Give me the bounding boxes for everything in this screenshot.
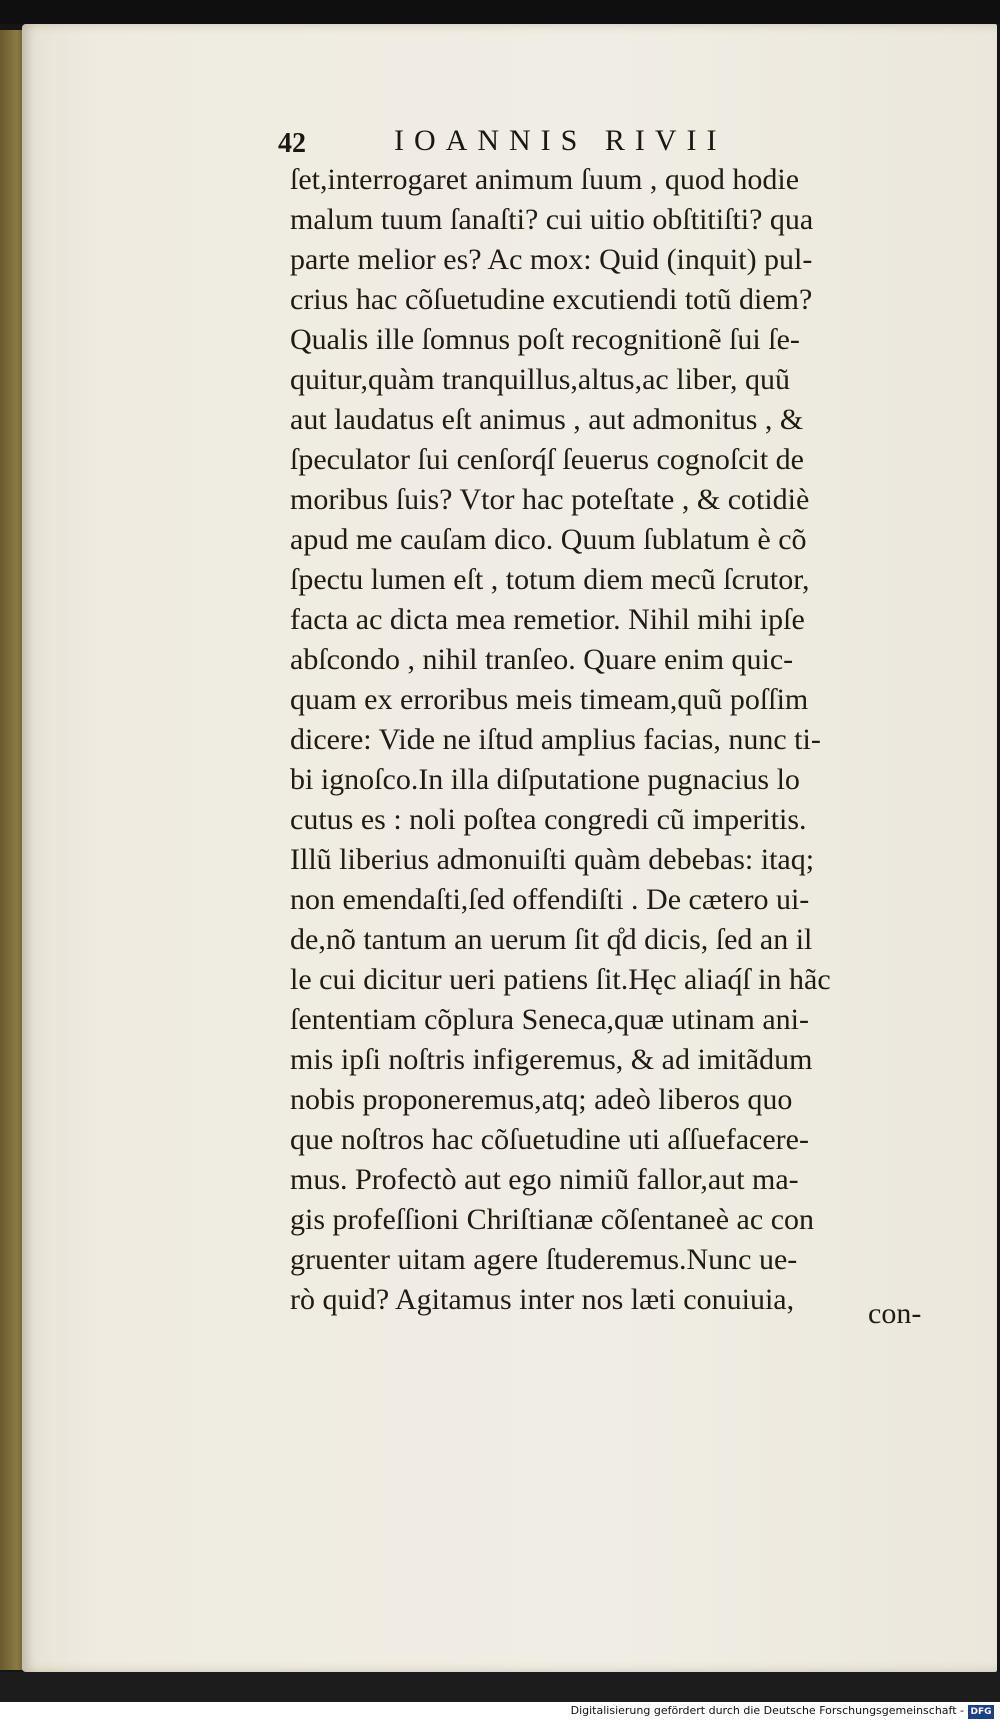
running-title: IOANNIS RIVII [394, 124, 727, 157]
scan-bottom-border [0, 1672, 1000, 1702]
text-line: bi ignoſco.In illa diſputatione pugnacius lo [290, 763, 800, 796]
text-line: mis ipſi noſtris infigeremus, & ad imitãdum [290, 1043, 813, 1076]
page-number: 42 [278, 128, 306, 159]
text-line: de,nõ tantum an uerum ſit q̊d dicis, ſed an il [290, 923, 813, 956]
text-line: cutus es : noli poſtea congredi cũ imperitis. [290, 803, 807, 836]
text-line: quam ex erroribus meis timeam,quũ poſſim [290, 683, 809, 716]
text-line: moribus ſuis? Vtor hac poteſtate , & cotidiè [290, 483, 810, 516]
text-line: gis profeſſioni Chriſtianæ cõſentaneè ac con [290, 1203, 815, 1236]
text-line: abſcondo , nihil tranſeo. Quare enim quic- [290, 643, 794, 676]
digitization-credit: Digitalisierung gefördert durch die Deutsche Forschungsgemeinschaft - [570, 1704, 964, 1717]
text-line: aut laudatus eſt animus , aut admonitus , & [290, 403, 804, 436]
text-line: le cui dicitur ueri patiens ſit.Hęc aliaq́ſ in hãc [290, 963, 831, 996]
text-line: parte melior es? Ac mox: Quid (inquit) pul- [290, 243, 813, 276]
text-line: facta ac dicta mea remetior. Nihil mihi ipſe [290, 603, 805, 636]
text-line: non emendaſti,ſed offendiſti . De cætero ui- [290, 883, 810, 916]
text-line: quitur,quàm tranquillus,altus,ac liber, quũ [290, 363, 790, 396]
text-line: nobis proponeremus,atq; adeò liberos quo [290, 1083, 793, 1116]
body-text-block [290, 160, 930, 1320]
text-line: que noſtros hac cõſuetudine uti aſſuefacere- [290, 1123, 809, 1156]
text-line: ſpectu lumen eſt , totum diem mecũ ſcrutor, [290, 563, 810, 596]
text-line: dicere: Vide ne iſtud amplius facias, nunc ti- [290, 723, 821, 756]
running-head [278, 124, 778, 164]
text-line: ſententiam cõplura Seneca,quæ utinam ani- [290, 1003, 809, 1036]
text-line: ſet,interrogaret animum ſuum , quod hodie [290, 163, 800, 196]
text-line: rò quid? Agitamus inter nos læti conuiuia, [290, 1283, 795, 1316]
text-line: malum tuum ſanaſti? cui uitio obſtitiſti? qua [290, 203, 814, 236]
text-line: apud me cauſam dico. Quum ſublatum è cõ [290, 523, 807, 556]
scan-top-border [0, 0, 1000, 24]
text-line: crius hac cõſuetudine excutiendi totũ diem? [290, 283, 813, 316]
text-line: mus. Profectò aut ego nimiũ fallor,aut ma- [290, 1163, 799, 1196]
text-line: Qualis ille ſomnus poſt recognitionẽ ſui ſe- [290, 323, 800, 356]
dfg-logo-icon: DFG [968, 1705, 994, 1719]
text-line: ſpeculator ſui cenſorq́ſ ſeuerus cognoſcit de [290, 443, 804, 476]
catchword: con- [868, 1297, 922, 1330]
text-line: gruenter uitam agere ſtuderemus.Nunc ue- [290, 1243, 798, 1276]
text-line: Illũ liberius admonuiſti quàm debebas: itaq; [290, 843, 815, 876]
